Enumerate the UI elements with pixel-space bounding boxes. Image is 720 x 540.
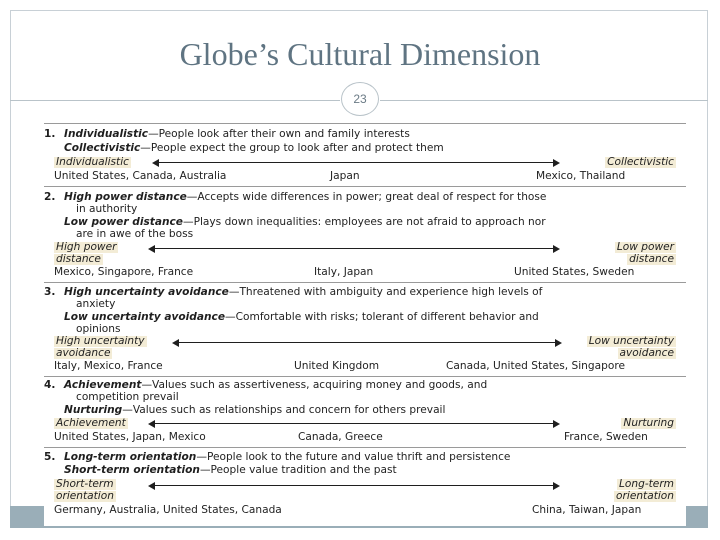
countries-middle: Japan — [330, 170, 360, 182]
dimension-term: High uncertainty avoidance — [64, 286, 229, 298]
scale-label-left: avoidance — [56, 347, 111, 359]
scale-label-left: Short-term — [56, 478, 114, 490]
scale-label-left: Achievement — [56, 417, 126, 429]
scale-arrow — [148, 482, 560, 490]
section-divider — [44, 447, 686, 448]
definition-continuation: are in awe of the boss — [76, 228, 194, 240]
section-divider — [44, 186, 686, 187]
scale-label-right: distance — [629, 253, 674, 265]
scale-label-left: High power — [56, 241, 117, 253]
countries-left: Mexico, Singapore, France — [54, 266, 194, 278]
dimension-definition: —People value tradition and the past — [199, 464, 397, 476]
definition-continuation: in authority — [76, 203, 138, 215]
dimension-term: Short-term orientation — [64, 464, 200, 476]
dimension-number: 4. — [44, 379, 56, 391]
dimension-number: 2. — [44, 191, 56, 203]
dimension-term: Low power distance — [64, 216, 183, 228]
dimension-number: 3. — [44, 286, 56, 298]
dimension-term: Low uncertainty avoidance — [64, 311, 226, 323]
dimension-term: Individualistic — [64, 128, 149, 140]
dimension-definition: —People look after their own and family interests — [148, 128, 410, 140]
scale-label-right: Low power — [616, 241, 674, 253]
scale-label-left: High uncertainty — [56, 335, 145, 347]
definition-continuation: anxiety — [76, 298, 116, 310]
dimension-number: 5. — [44, 451, 56, 463]
section-divider — [44, 376, 686, 377]
scale-arrow — [152, 159, 560, 167]
scale-label-left: Individualistic — [56, 156, 129, 168]
countries-left: Germany, Australia, United States, Canada — [54, 504, 282, 516]
countries-middle: United Kingdom — [294, 360, 380, 372]
section-divider — [44, 282, 686, 283]
countries-middle: Canada, Greece — [298, 431, 383, 443]
countries-right: Canada, United States, Singapore — [446, 360, 625, 372]
dimension-definition: —Accepts wide differences in power; great deal of respect for those — [186, 191, 547, 203]
countries-right: United States, Sweden — [514, 266, 635, 278]
countries-right: China, Taiwan, Japan — [532, 504, 642, 516]
scale-label-right: Nurturing — [623, 417, 674, 429]
dimension-term: Long-term orientation — [64, 451, 197, 463]
dimension-definition: —Values such as assertiveness, acquiring money and goods, and — [141, 379, 488, 391]
dimension-definition: —People look to the future and value thrift and persistence — [196, 451, 511, 463]
slide-title: Globe’s Cultural Dimension — [179, 36, 541, 72]
scale-label-right: Collectivistic — [607, 156, 674, 168]
dimension-definition: —Threatened with ambiguity and experience high levels of — [228, 286, 543, 298]
dimension-definition: —Plays down inequalities: employees are not afraid to approach nor — [183, 216, 546, 228]
definition-continuation: opinions — [76, 323, 121, 335]
dimension-definition: —People expect the group to look after and protect them — [140, 142, 444, 154]
dimension-term: Achievement — [64, 379, 142, 391]
scale-label-right: avoidance — [619, 347, 674, 359]
dimension-definition: —Comfortable with risks; tolerant of different behavior and — [225, 311, 539, 323]
scale-arrow — [148, 245, 560, 253]
countries-left: United States, Canada, Australia — [54, 170, 227, 182]
page-number-badge: 23 — [341, 82, 379, 116]
countries-middle: Italy, Japan — [314, 266, 374, 278]
dimension-term: High power distance — [64, 191, 187, 203]
countries-left: United States, Japan, Mexico — [54, 431, 206, 443]
scale-arrow — [172, 339, 562, 347]
scale-label-right: Low uncertainty — [588, 335, 674, 347]
scale-label-left: distance — [56, 253, 101, 265]
countries-left: Italy, Mexico, France — [54, 360, 163, 372]
dimension-term: Nurturing — [64, 404, 123, 416]
scale-label-right: orientation — [616, 490, 674, 502]
title-divider-left — [10, 100, 340, 101]
cultural-dimensions-table — [44, 120, 686, 526]
dimension-number: 1. — [44, 128, 56, 140]
dimension-definition: —Values such as relationships and concern for others prevail — [122, 404, 446, 416]
scale-arrow — [148, 420, 560, 428]
dimension-term: Collectivistic — [64, 142, 141, 154]
countries-right: Mexico, Thailand — [536, 170, 626, 182]
countries-right: France, Sweden — [564, 431, 648, 443]
section-divider — [44, 123, 686, 124]
title-divider-right — [380, 100, 708, 101]
definition-continuation: competition prevail — [76, 391, 179, 403]
scale-label-left: orientation — [56, 490, 114, 502]
scale-label-right: Long-term — [619, 478, 674, 490]
